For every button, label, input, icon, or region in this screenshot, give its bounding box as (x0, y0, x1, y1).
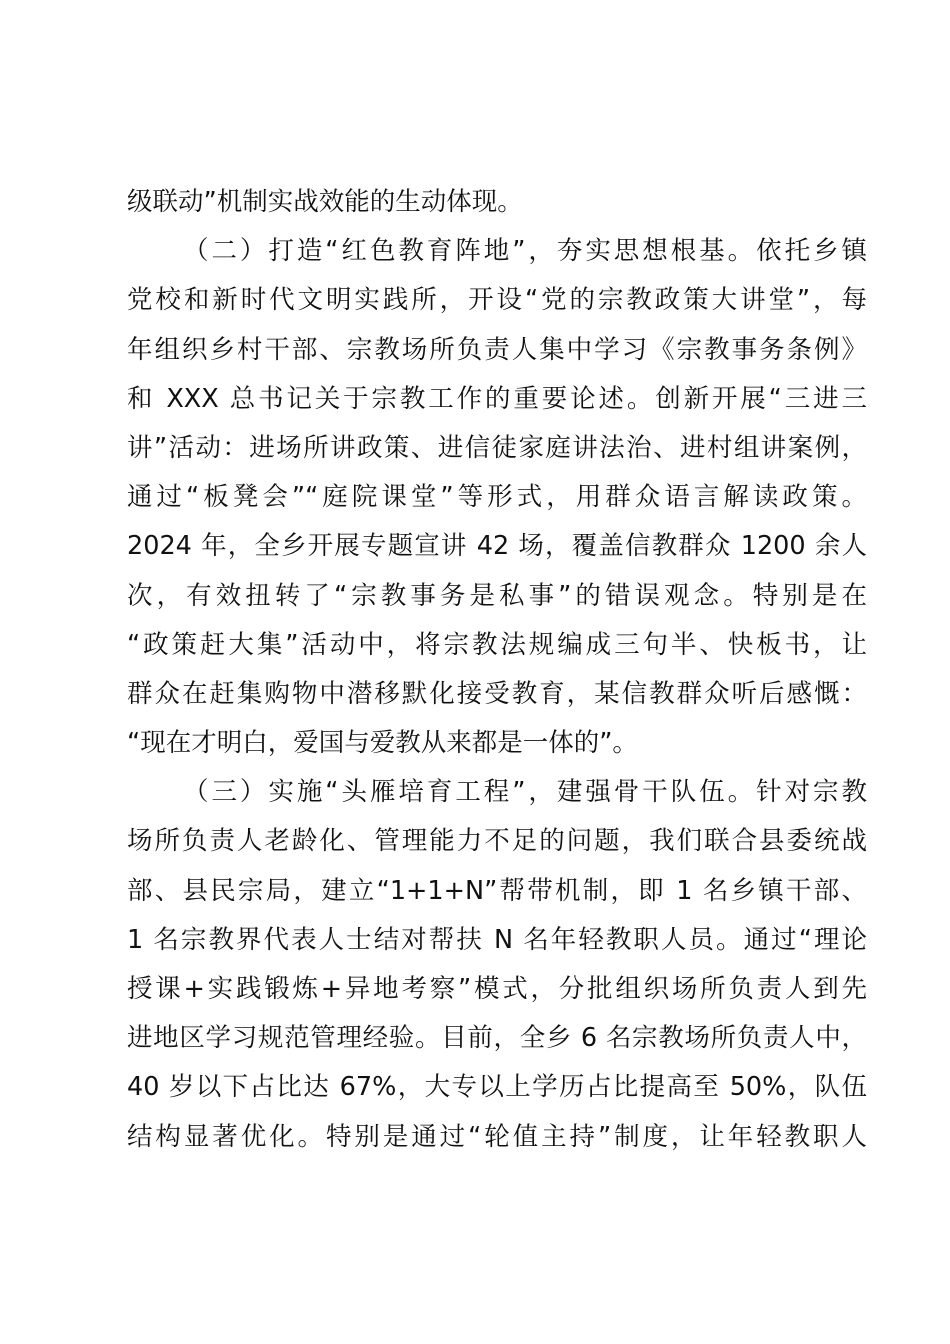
paragraph-line: 场所负责人老龄化、管理能力不足的问题，我们联合县委统战 (127, 826, 867, 857)
document-body (127, 178, 867, 1162)
paragraph-line: 结构显著优化。特别是通过“轮值主持”制度，让年轻教职人 (127, 1121, 867, 1152)
paragraph-line: “政策赶大集”活动中，将宗教法规编成三句半、快板书，让 (127, 629, 867, 660)
paragraph-line: 级联动”机制实战效能的生动体现。 (127, 187, 523, 217)
paragraph-line: 次，有效扭转了“宗教事务是私事”的错误观念。特别是在 (127, 580, 867, 611)
paragraph-line: 40 岁以下占比达 67%，大专以上学历占比提高至 50%，队伍 (127, 1072, 867, 1103)
paragraph-line: 通过“板凳会”“庭院课堂”等形式，用群众语言解读政策。 (127, 482, 867, 513)
paragraph-line: 讲”活动：进场所讲政策、进信徒家庭讲法治、进村组讲案例， (127, 432, 867, 463)
paragraph-line: “现在才明白，爱国与爱教从来都是一体的”。 (127, 728, 638, 759)
paragraph-line: 1 名宗教界代表人士结对帮扶 N 名年轻教职人员。通过“理论 (127, 924, 867, 955)
paragraph-line: 进地区学习规范管理经验。目前，全乡 6 名宗教场所负责人中， (127, 1023, 867, 1054)
section-heading-line: （二）打造“红色教育阵地”，夯实思想根基。依托乡镇 (183, 236, 867, 267)
paragraph-line: 部、县民宗局，建立“1+1+N”帮带机制，即 1 名乡镇干部、 (127, 875, 867, 906)
paragraph-line: 和 XXX 总书记关于宗教工作的重要论述。创新开展“三进三 (127, 383, 867, 414)
section-heading-line: （三）实施“头雁培育工程”，建强骨干队伍。针对宗教 (183, 777, 867, 808)
paragraph-line: 年组织乡村干部、宗教场所负责人集中学习《宗教事务条例》 (127, 334, 867, 365)
paragraph-line: 群众在赶集购物中潜移默化接受教育，某信教群众听后感慨： (127, 678, 867, 709)
paragraph-line: 授课+实践锻炼+异地考察”模式，分批组织场所负责人到先 (127, 974, 867, 1004)
paragraph-line: 党校和新时代文明实践所，开设“党的宗教政策大讲堂”，每 (127, 285, 867, 316)
paragraph-line: 2024 年，全乡开展专题宣讲 42 场，覆盖信教群众 1200 余人 (127, 531, 867, 562)
